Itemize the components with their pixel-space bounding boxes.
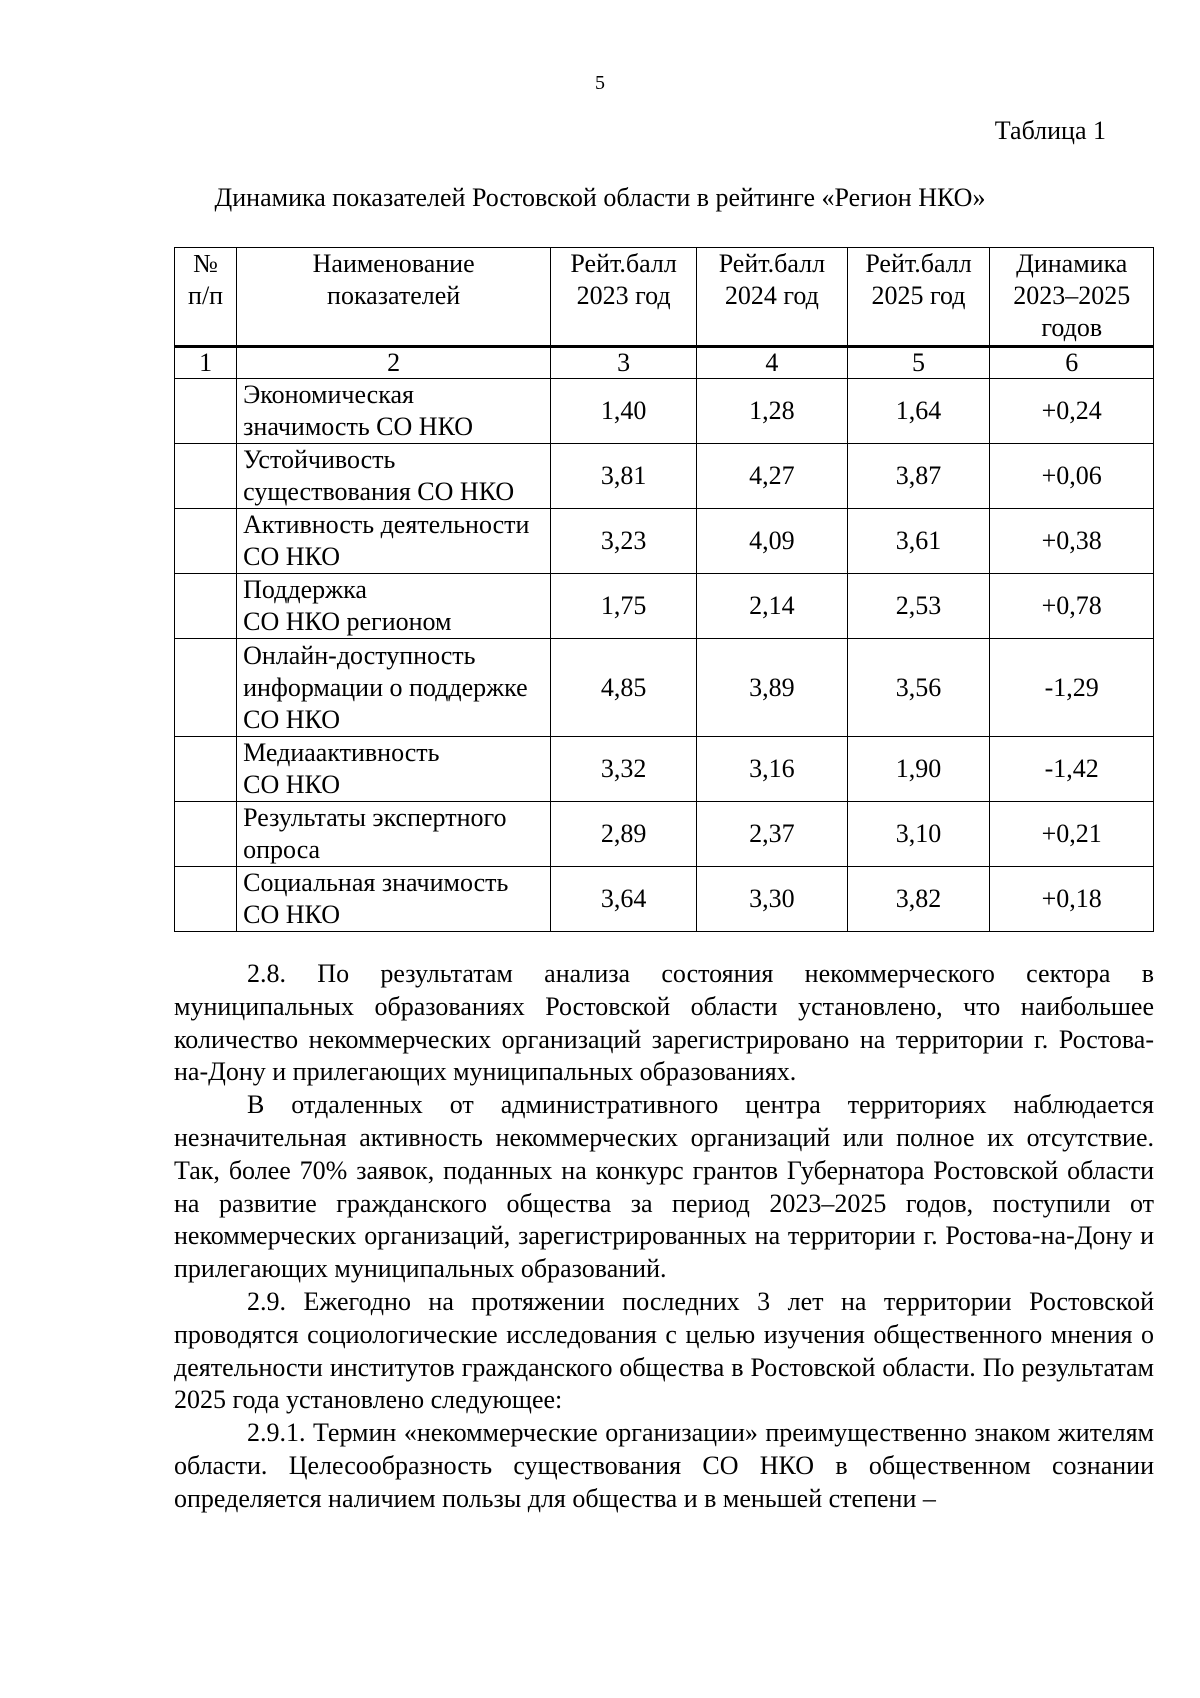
header-cell-dynamics: [990, 248, 1154, 347]
dynamics-value: +0,24: [990, 379, 1154, 444]
score-2023: 1,40: [551, 379, 697, 444]
score-2024: 3,30: [697, 867, 847, 932]
header-text: Рейт.балл: [865, 249, 972, 278]
indicator-name-line: опроса: [243, 835, 321, 864]
score-2025: 3,82: [847, 867, 990, 932]
paragraph-2-9: 2.9. Ежегодно на протяжении последних 3 лет на территории Ростовской проводятся социологические исследования с целью изучения общественного мнения о деятельности институтов гражданского общества в Ростовской области. По результатам 2025 года установлено следующее:: [174, 1286, 1154, 1415]
indicator-name-line: Медиаактивность: [243, 738, 440, 767]
indicator-name-line: существования СО НКО: [243, 477, 515, 506]
score-2024: 2,14: [697, 574, 847, 639]
score-2023: 3,64: [551, 867, 697, 932]
header-text: 2023 год: [576, 281, 671, 310]
table-row: [175, 509, 1154, 574]
header-text: показателей: [327, 281, 461, 310]
score-2025: 3,61: [847, 509, 990, 574]
column-numbers-row: [175, 347, 1154, 379]
table-title: Динамика показателей Ростовской области в рейтинге «Регион НКО»: [214, 183, 986, 212]
score-2024: 2,37: [697, 802, 847, 867]
header-text: №: [193, 249, 218, 278]
row-number: [175, 802, 237, 867]
indicator-name-line: Устойчивость: [243, 445, 396, 474]
dynamics-value: -1,42: [990, 737, 1154, 802]
indicator-name-line: значимость СО НКО: [243, 412, 474, 441]
dynamics-value: +0,06: [990, 444, 1154, 509]
table-row: [175, 574, 1154, 639]
column-number: 4: [697, 347, 847, 379]
row-number: [175, 737, 237, 802]
dynamics-value: +0,21: [990, 802, 1154, 867]
dynamics-value: +0,18: [990, 867, 1154, 932]
header-cell-2025: [847, 248, 990, 347]
paragraph-2-9-1: 2.9.1. Термин «некоммерческие организации» преимущественно знаком жителям области. Целесообразность существования СО НКО в общественном сознании определяется наличием пользы для общества и в меньшей степени –: [174, 1418, 1154, 1513]
indicator-name-line: Поддержка: [243, 575, 367, 604]
score-2023: 3,81: [551, 444, 697, 509]
dynamics-value: +0,38: [990, 509, 1154, 574]
indicator-name: [237, 379, 551, 444]
row-number: [175, 509, 237, 574]
table-header-row: [175, 248, 1154, 347]
row-number: [175, 574, 237, 639]
indicator-name: [237, 444, 551, 509]
header-cell-2024: [697, 248, 847, 347]
paragraph-2-8: 2.8. По результатам анализа состояния некоммерческого сектора в муниципальных образованиях Ростовской области установлено, что наибольшее количество некоммерческих организаций зарегистрировано на территории г. Ростова-на-Дону и прилегающих муниципальных образованиях.: [174, 959, 1154, 1087]
score-2023: 4,85: [551, 639, 697, 737]
indicator-name: [237, 867, 551, 932]
indicator-name-line: СО НКО: [243, 770, 341, 799]
indicator-name: [237, 802, 551, 867]
score-2023: 3,32: [551, 737, 697, 802]
score-2023: 3,23: [551, 509, 697, 574]
column-number: 6: [990, 347, 1154, 379]
table-row: [175, 379, 1154, 444]
page-number: 5: [595, 72, 605, 94]
indicator-name-line: Активность деятельности: [243, 510, 530, 539]
header-text: Наименование: [312, 249, 475, 278]
score-2023: 2,89: [551, 802, 697, 867]
indicator-name-line: информации о поддержке: [243, 672, 528, 702]
column-number: 3: [551, 347, 697, 379]
indicator-name-line: СО НКО: [243, 542, 341, 571]
score-2025: 3,10: [847, 802, 990, 867]
indicators-table: [174, 247, 1154, 932]
score-2024: 4,27: [697, 444, 847, 509]
score-2024: 4,09: [697, 509, 847, 574]
header-text: Рейт.балл: [718, 249, 826, 278]
table-row: [175, 867, 1154, 932]
indicator-name: [237, 737, 551, 802]
dynamics-value: -1,29: [990, 639, 1154, 737]
column-number: 1: [175, 347, 237, 379]
indicator-name: [237, 639, 551, 737]
header-text: 2023–2025: [1013, 281, 1131, 310]
indicator-name: [237, 574, 551, 639]
score-2025: 1,64: [847, 379, 990, 444]
row-number: [175, 639, 237, 737]
indicator-name-line: СО НКО: [243, 900, 341, 929]
header-text: Рейт.балл: [570, 249, 677, 278]
score-2025: 3,87: [847, 444, 990, 509]
table-row: [175, 444, 1154, 509]
indicator-name: [237, 509, 551, 574]
header-cell-name: [237, 248, 551, 347]
indicator-name-line: СО НКО регионом: [243, 607, 452, 636]
table-row: [175, 802, 1154, 867]
column-number: 2: [237, 347, 551, 379]
body-text: [174, 958, 1154, 1516]
indicator-name-line: СО НКО: [243, 704, 341, 734]
indicator-name-line: Онлайн-доступность: [243, 640, 476, 670]
row-number: [175, 867, 237, 932]
header-cell-2023: [551, 248, 697, 347]
score-2023: 1,75: [551, 574, 697, 639]
table-row: [175, 639, 1154, 737]
column-number: 5: [847, 347, 990, 379]
header-text: годов: [1041, 313, 1103, 342]
row-number: [175, 379, 237, 444]
indicator-name-line: Экономическая: [243, 380, 414, 409]
table-label: Таблица 1: [994, 116, 1106, 145]
score-2025: 1,90: [847, 737, 990, 802]
paragraph-remote-territories: В отдаленных от административного центра территориях наблюдается незначительная активность некоммерческих организаций или полное их отсутствие. Так, более 70% заявок, поданных на конкурс грантов Губернатора Ростовской области на развитие гражданского общества за период 2023–2025 годов, поступили от некоммерческих организаций, зарегистрированных на территории г. Ростова-на-Дону и прилегающих муниципальных образований.: [174, 1090, 1154, 1284]
header-cell-number: [175, 248, 237, 347]
row-number: [175, 444, 237, 509]
score-2025: 3,56: [847, 639, 990, 737]
score-2025: 2,53: [847, 574, 990, 639]
dynamics-value: +0,78: [990, 574, 1154, 639]
header-text: п/п: [188, 281, 224, 310]
header-text: Динамика: [1016, 249, 1128, 278]
header-text: 2024 год: [724, 281, 819, 310]
score-2024: 3,16: [697, 737, 847, 802]
indicator-name-line: Результаты экспертного: [243, 803, 507, 832]
indicator-name-line: Социальная значимость: [243, 868, 509, 897]
score-2024: 1,28: [697, 379, 847, 444]
score-2024: 3,89: [697, 639, 847, 737]
table-row: [175, 737, 1154, 802]
header-text: 2025 год: [871, 281, 966, 310]
